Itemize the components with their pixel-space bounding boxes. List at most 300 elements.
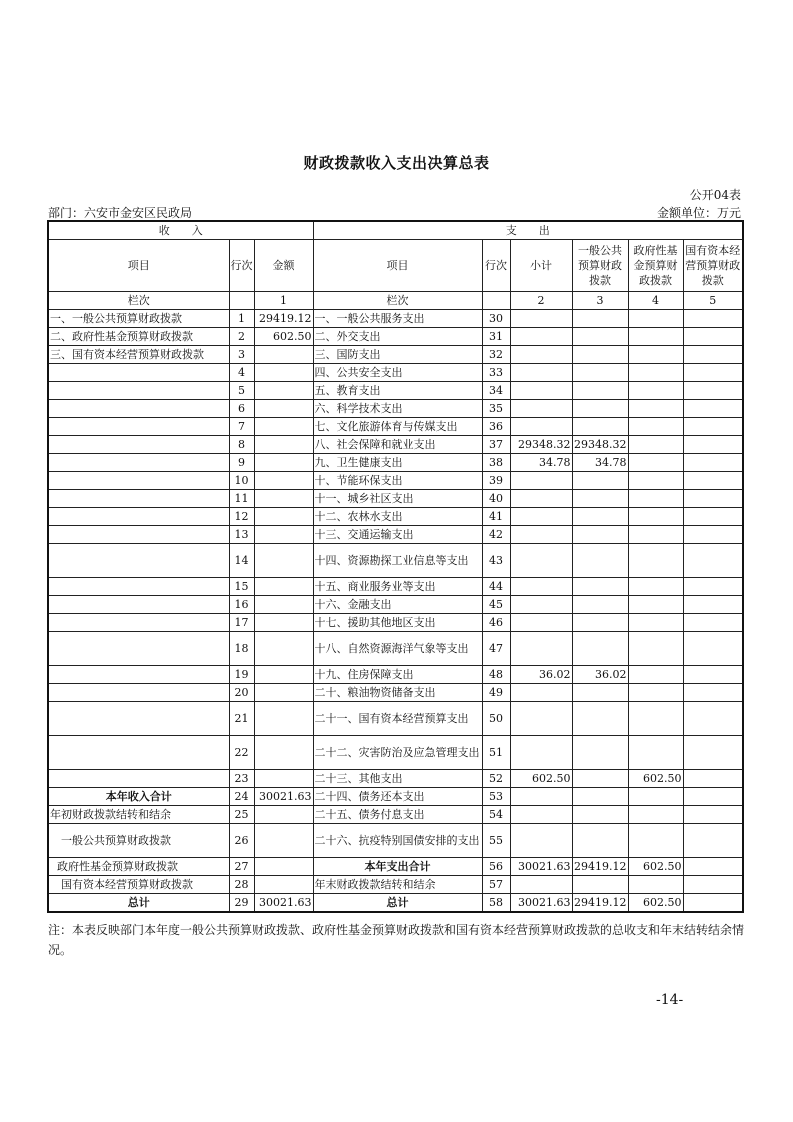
subtotal-cell [510,788,572,806]
income-amount-cell [254,472,313,490]
income-amount-cell [254,684,313,702]
subtotal-cell: 29348.32 [510,436,572,454]
general-budget-cell [572,328,628,346]
state-capital-cell [683,666,743,684]
gov-fund-cell [628,666,683,684]
expense-line-no-cell: 47 [482,632,510,666]
state-capital-cell [683,578,743,596]
unit-label: 金额单位：万元 [656,206,741,220]
gov-fund-cell [628,310,683,328]
table-row [48,770,743,788]
general-budget-cell [572,806,628,824]
expense-item-cell: 一、一般公共服务支出 [313,310,482,328]
income-header: 收 入 [48,221,313,240]
income-line-no-cell: 20 [229,684,254,702]
table-row [48,490,743,508]
income-amount-cell: 30021.63 [254,894,313,913]
general-budget-cell [572,788,628,806]
expense-line-no-cell: 38 [482,454,510,472]
gov-fund-cell [628,490,683,508]
col-number-5: 5 [683,292,743,310]
income-item-cell [48,364,229,382]
expense-item-cell: 五、教育支出 [313,382,482,400]
expense-line-no-cell: 37 [482,436,510,454]
state-capital-cell [683,436,743,454]
general-budget-cell [572,770,628,788]
income-line-no-cell: 4 [229,364,254,382]
table-row [48,364,743,382]
income-amount-cell [254,614,313,632]
expense-line-no-cell: 39 [482,472,510,490]
expense-item-cell: 七、文化旅游体育与传媒支出 [313,418,482,436]
income-line-no-cell: 17 [229,614,254,632]
col-header-general: 一般公共预算财政拨款 [572,240,628,292]
subtotal-cell [510,346,572,364]
state-capital-cell [683,596,743,614]
subtotal-cell: 34.78 [510,454,572,472]
income-item-cell [48,544,229,578]
subtotal-cell [510,508,572,526]
expense-line-no-cell: 57 [482,876,510,894]
expense-item-cell: 二十五、债务付息支出 [313,806,482,824]
subtotal-cell [510,418,572,436]
expense-line-no-cell: 41 [482,508,510,526]
income-item-cell: 三、国有资本经营预算财政拨款 [48,346,229,364]
income-item-cell: 二、政府性基金预算财政拨款 [48,328,229,346]
general-budget-cell [572,364,628,382]
table-row [48,400,743,418]
general-budget-cell [572,382,628,400]
subtotal-cell [510,578,572,596]
income-item-cell [48,454,229,472]
expense-item-cell: 本年支出合计 [313,858,482,876]
table-row [48,310,743,328]
expense-item-cell: 二十、粮油物资储备支出 [313,684,482,702]
general-budget-cell [572,596,628,614]
state-capital-cell [683,858,743,876]
gov-fund-cell [628,632,683,666]
income-line-no-cell: 9 [229,454,254,472]
income-item-cell [48,436,229,454]
general-budget-cell [572,684,628,702]
income-line-no-cell: 24 [229,788,254,806]
gov-fund-cell [628,544,683,578]
expense-item-cell: 十五、商业服务业等支出 [313,578,482,596]
expense-item-cell: 九、卫生健康支出 [313,454,482,472]
gov-fund-cell [628,328,683,346]
expense-line-no-cell: 40 [482,490,510,508]
expense-line-no-cell: 53 [482,788,510,806]
expense-item-cell: 二十四、债务还本支出 [313,788,482,806]
subtotal-cell [510,806,572,824]
page-title: 财政拨款收入支出决算总表 [303,154,490,172]
expense-line-no-cell: 54 [482,806,510,824]
expense-line-no-cell: 52 [482,770,510,788]
income-amount-cell [254,418,313,436]
income-item-cell: 一、一般公共预算财政拨款 [48,310,229,328]
col-header-gov-fund: 政府性基金预算财政拨款 [628,240,683,292]
table-row [48,894,743,913]
expense-line-no-cell: 30 [482,310,510,328]
subtotal-cell: 36.02 [510,666,572,684]
income-amount-cell [254,436,313,454]
income-item-cell [48,382,229,400]
general-budget-cell: 29348.32 [572,436,628,454]
expense-item-cell: 十四、资源勘探工业信息等支出 [313,544,482,578]
gov-fund-cell [628,364,683,382]
state-capital-cell [683,788,743,806]
state-capital-cell [683,894,743,913]
expense-item-cell: 总计 [313,894,482,913]
col-label-expense: 栏次 [313,292,482,310]
income-amount-cell [254,400,313,418]
expense-line-no-cell: 51 [482,736,510,770]
general-budget-cell: 29419.12 [572,858,628,876]
income-item-cell: 一般公共预算财政拨款 [48,824,229,858]
income-item-cell [48,418,229,436]
subtotal-cell: 602.50 [510,770,572,788]
state-capital-cell [683,736,743,770]
gov-fund-cell [628,684,683,702]
table-row [48,454,743,472]
subtotal-cell [510,684,572,702]
income-amount-cell [254,454,313,472]
income-item-cell [48,508,229,526]
gov-fund-cell [628,876,683,894]
gov-fund-cell [628,788,683,806]
subtotal-cell [510,614,572,632]
state-capital-cell [683,684,743,702]
subtotal-cell [510,328,572,346]
gov-fund-cell [628,526,683,544]
income-line-no-cell: 10 [229,472,254,490]
expense-line-no-cell: 31 [482,328,510,346]
expense-item-cell: 十二、农林水支出 [313,508,482,526]
expense-line-no-cell: 34 [482,382,510,400]
income-item-cell: 政府性基金预算财政拨款 [48,858,229,876]
income-line-no-cell: 2 [229,328,254,346]
table-row [48,544,743,578]
col-number-3: 3 [572,292,628,310]
income-line-no-cell: 15 [229,578,254,596]
col-header-state-capital: 国有资本经营预算财政拨款 [683,240,743,292]
expense-item-cell: 四、公共安全支出 [313,364,482,382]
general-budget-cell [572,632,628,666]
income-item-cell [48,736,229,770]
income-item-cell: 国有资本经营预算财政拨款 [48,876,229,894]
income-amount-cell [254,508,313,526]
table-row [48,346,743,364]
state-capital-cell [683,544,743,578]
gov-fund-cell [628,596,683,614]
expense-item-cell: 十七、援助其他地区支出 [313,614,482,632]
income-line-no-cell: 19 [229,666,254,684]
state-capital-cell [683,824,743,858]
income-amount-cell [254,578,313,596]
state-capital-cell [683,490,743,508]
expense-line-no-cell: 58 [482,894,510,913]
income-line-no-cell: 6 [229,400,254,418]
income-item-cell [48,770,229,788]
subtotal-cell [510,544,572,578]
general-budget-cell [572,508,628,526]
income-amount-cell [254,346,313,364]
expense-item-cell: 十、节能环保支出 [313,472,482,490]
income-item-cell [48,596,229,614]
expense-line-no-cell: 32 [482,346,510,364]
income-item-cell [48,614,229,632]
gov-fund-cell: 602.50 [628,770,683,788]
income-item-cell [48,472,229,490]
expense-header: 支 出 [313,221,743,240]
table-row [48,632,743,666]
gov-fund-cell [628,346,683,364]
expense-line-no-cell: 49 [482,684,510,702]
subtotal-cell [510,526,572,544]
gov-fund-cell [628,508,683,526]
expense-line-no-cell: 43 [482,544,510,578]
col-header-item: 项目 [48,240,229,292]
department-label: 部门：六安市金安区民政局 [48,206,193,220]
income-item-cell [48,578,229,596]
income-line-no-cell: 23 [229,770,254,788]
general-budget-cell [572,418,628,436]
col-label-empty [482,292,510,310]
gov-fund-cell [628,614,683,632]
income-amount-cell: 602.50 [254,328,313,346]
state-capital-cell [683,364,743,382]
expense-item-cell: 二十二、灾害防治及应急管理支出 [313,736,482,770]
gov-fund-cell: 602.50 [628,858,683,876]
expense-item-cell: 二十三、其他支出 [313,770,482,788]
income-amount-cell [254,382,313,400]
state-capital-cell [683,310,743,328]
table-row [48,876,743,894]
income-line-no-cell: 28 [229,876,254,894]
table-row [48,788,743,806]
state-capital-cell [683,346,743,364]
table-row [48,436,743,454]
expense-item-cell: 六、科学技术支出 [313,400,482,418]
expense-line-no-cell: 55 [482,824,510,858]
expense-item-cell: 十一、城乡社区支出 [313,490,482,508]
footnote: 注：本表反映部门本年度一般公共预算财政拨款、政府性基金预算财政拨款和国有资本经营预算财政拨款的总收支和年末结转结余情况。 [48,923,745,957]
general-budget-cell [572,736,628,770]
table-code: 公开04表 [689,188,741,202]
gov-fund-cell [628,400,683,418]
col-label: 栏次 [48,292,229,310]
state-capital-cell [683,382,743,400]
income-amount-cell [254,702,313,736]
subtotal-cell [510,364,572,382]
subtotal-cell [510,382,572,400]
table-row [48,736,743,770]
state-capital-cell [683,454,743,472]
income-line-no-cell: 26 [229,824,254,858]
expense-line-no-cell: 35 [482,400,510,418]
budget-summary-table [47,220,744,913]
expense-line-no-cell: 33 [482,364,510,382]
income-amount-cell [254,876,313,894]
gov-fund-cell: 602.50 [628,894,683,913]
subtotal-cell [510,736,572,770]
col-number-1: 1 [254,292,313,310]
general-budget-cell [572,876,628,894]
income-amount-cell [254,806,313,824]
table-row [48,382,743,400]
expense-line-no-cell: 44 [482,578,510,596]
income-line-no-cell: 3 [229,346,254,364]
state-capital-cell [683,472,743,490]
state-capital-cell [683,508,743,526]
gov-fund-cell [628,702,683,736]
income-line-no-cell: 25 [229,806,254,824]
expense-item-cell: 十八、自然资源海洋气象等支出 [313,632,482,666]
subtotal-cell [510,824,572,858]
subtotal-cell [510,596,572,614]
col-header-expense-item: 项目 [313,240,482,292]
expense-item-cell: 二十六、抗疫特别国债安排的支出 [313,824,482,858]
col-header-subtotal: 小计 [510,240,572,292]
general-budget-cell [572,702,628,736]
expense-item-cell: 八、社会保障和就业支出 [313,436,482,454]
expense-line-no-cell: 46 [482,614,510,632]
table-row [48,702,743,736]
general-budget-cell [572,346,628,364]
income-amount-cell [254,596,313,614]
income-line-no-cell: 11 [229,490,254,508]
general-budget-cell: 34.78 [572,454,628,472]
col-label-empty [229,292,254,310]
table-row [48,684,743,702]
gov-fund-cell [628,578,683,596]
state-capital-cell [683,632,743,666]
income-line-no-cell: 29 [229,894,254,913]
subtotal-cell [510,632,572,666]
table-row [48,472,743,490]
expense-line-no-cell: 45 [482,596,510,614]
income-amount-cell: 29419.12 [254,310,313,328]
state-capital-cell [683,328,743,346]
gov-fund-cell [628,806,683,824]
state-capital-cell [683,418,743,436]
income-line-no-cell: 7 [229,418,254,436]
general-budget-cell [572,472,628,490]
income-amount-cell [254,364,313,382]
income-line-no-cell: 8 [229,436,254,454]
gov-fund-cell [628,382,683,400]
table-row [48,824,743,858]
table-row [48,806,743,824]
gov-fund-cell [628,454,683,472]
col-header-line-no: 行次 [229,240,254,292]
col-header-expense-line-no: 行次 [482,240,510,292]
income-item-cell [48,702,229,736]
expense-line-no-cell: 50 [482,702,510,736]
expense-item-cell: 二、外交支出 [313,328,482,346]
col-header-amount: 金额 [254,240,313,292]
subtotal-cell [510,400,572,418]
income-amount-cell [254,824,313,858]
general-budget-cell: 29419.12 [572,894,628,913]
general-budget-cell [572,824,628,858]
subtotal-cell [510,310,572,328]
income-line-no-cell: 18 [229,632,254,666]
general-budget-cell [572,310,628,328]
income-item-cell [48,632,229,666]
income-amount-cell [254,490,313,508]
table-row [48,858,743,876]
expense-item-cell: 十三、交通运输支出 [313,526,482,544]
state-capital-cell [683,806,743,824]
subtotal-cell [510,472,572,490]
income-item-cell [48,490,229,508]
expense-item-cell: 年末财政拨款结转和结余 [313,876,482,894]
gov-fund-cell [628,736,683,770]
state-capital-cell [683,400,743,418]
table-row [48,328,743,346]
gov-fund-cell [628,418,683,436]
income-line-no-cell: 27 [229,858,254,876]
expense-item-cell: 十六、金融支出 [313,596,482,614]
income-line-no-cell: 16 [229,596,254,614]
income-amount-cell [254,736,313,770]
gov-fund-cell [628,436,683,454]
state-capital-cell [683,702,743,736]
expense-line-no-cell: 36 [482,418,510,436]
table-row [48,508,743,526]
subtotal-cell: 30021.63 [510,858,572,876]
income-line-no-cell: 1 [229,310,254,328]
expense-line-no-cell: 48 [482,666,510,684]
income-amount-cell [254,770,313,788]
col-number-2: 2 [510,292,572,310]
income-item-cell: 本年收入合计 [48,788,229,806]
table-row [48,578,743,596]
income-amount-cell: 30021.63 [254,788,313,806]
subtotal-cell: 30021.63 [510,894,572,913]
expense-item-cell: 十九、住房保障支出 [313,666,482,684]
income-item-cell [48,666,229,684]
general-budget-cell [572,400,628,418]
general-budget-cell [572,544,628,578]
table-row [48,614,743,632]
page-number: -14- [656,992,684,1008]
income-line-no-cell: 13 [229,526,254,544]
table-row [48,418,743,436]
table-body [48,310,743,913]
gov-fund-cell [628,824,683,858]
income-amount-cell [254,666,313,684]
general-budget-cell [572,526,628,544]
income-item-cell: 总计 [48,894,229,913]
expense-item-cell: 三、国防支出 [313,346,482,364]
income-item-cell [48,526,229,544]
income-item-cell [48,684,229,702]
state-capital-cell [683,614,743,632]
income-amount-cell [254,544,313,578]
state-capital-cell [683,526,743,544]
gov-fund-cell [628,472,683,490]
subtotal-cell [510,702,572,736]
income-item-cell: 年初财政拨款结转和结余 [48,806,229,824]
table-row [48,526,743,544]
col-number-4: 4 [628,292,683,310]
general-budget-cell [572,578,628,596]
income-line-no-cell: 21 [229,702,254,736]
expense-line-no-cell: 56 [482,858,510,876]
income-amount-cell [254,858,313,876]
